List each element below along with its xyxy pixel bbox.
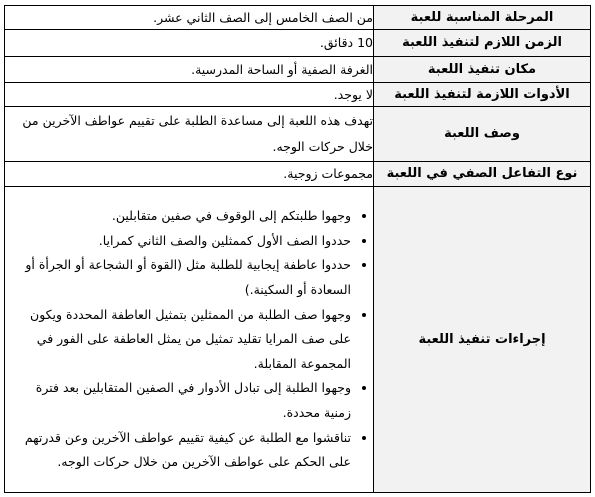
row-value-place: الغرفة الصفية أو الساحة المدرسية. xyxy=(5,57,374,83)
procedure-list xyxy=(5,204,373,475)
row-label-interaction: نوع التفاعل الصفي في اللعبة xyxy=(374,162,591,187)
list-item: • وجهوا صف الطلبة من الممثلين بتمثيل العاطفة المحددة ويكون على صف المرايا تقليد تمثيل من يمثل العاطفة على الفور في المجموعة المقابلة. xyxy=(9,303,351,377)
game-info-table xyxy=(4,5,591,493)
row-value-time: 10 دقائق. xyxy=(5,30,374,57)
table-row xyxy=(5,107,591,162)
row-label-place: مكان تنفيذ اللعبة xyxy=(374,57,591,83)
row-label-stage: المرحلة المناسبة للعبة xyxy=(374,6,591,30)
list-item: • وجهوا الطلبة إلى تبادل الأدوار في الصفين المتقابلين بعد فترة زمنية محددة. xyxy=(9,376,351,425)
list-item: • وجهوا طلبتكم إلى الوقوف في صفين متقابلين. xyxy=(9,204,351,229)
table-row xyxy=(5,162,591,187)
row-value-tools: لا يوجد. xyxy=(5,83,374,107)
list-item: • حددوا الصف الأول كممثلين والصف الثاني كمرايا. xyxy=(9,229,351,254)
list-item: • حددوا عاطفة إيجابية للطلبة مثل (القوة أو الشجاعة أو الجرأة أو السعادة أو السكينة.) xyxy=(9,253,351,302)
table-row xyxy=(5,30,591,57)
row-value-procedures xyxy=(5,187,374,493)
list-item: • تناقشوا مع الطلبة عن كيفية تقييم عواطف الآخرين وعن قدرتهم على الحكم على عواطف الآخرين من خلال حركات الوجه. xyxy=(9,426,351,475)
row-value-stage: من الصف الخامس إلى الصف الثاني عشر. xyxy=(5,6,374,30)
table-row xyxy=(5,187,591,493)
table-row xyxy=(5,6,591,30)
row-label-tools: الأدوات اللازمة لتنفيذ اللعبة xyxy=(374,83,591,107)
row-value-description: تهدف هذه اللعبة إلى مساعدة الطلبة على تقييم عواطف الآخرين من خلال حركات الوجه. xyxy=(5,107,374,162)
row-label-time: الزمن اللازم لتنفيذ اللعبة xyxy=(374,30,591,57)
row-label-description: وصف اللعبة xyxy=(374,107,591,162)
row-value-interaction: مجموعات زوجية. xyxy=(5,162,374,187)
table-row xyxy=(5,57,591,83)
table-row xyxy=(5,83,591,107)
row-label-procedures: إجراءات تنفيذ اللعبة xyxy=(374,187,591,493)
